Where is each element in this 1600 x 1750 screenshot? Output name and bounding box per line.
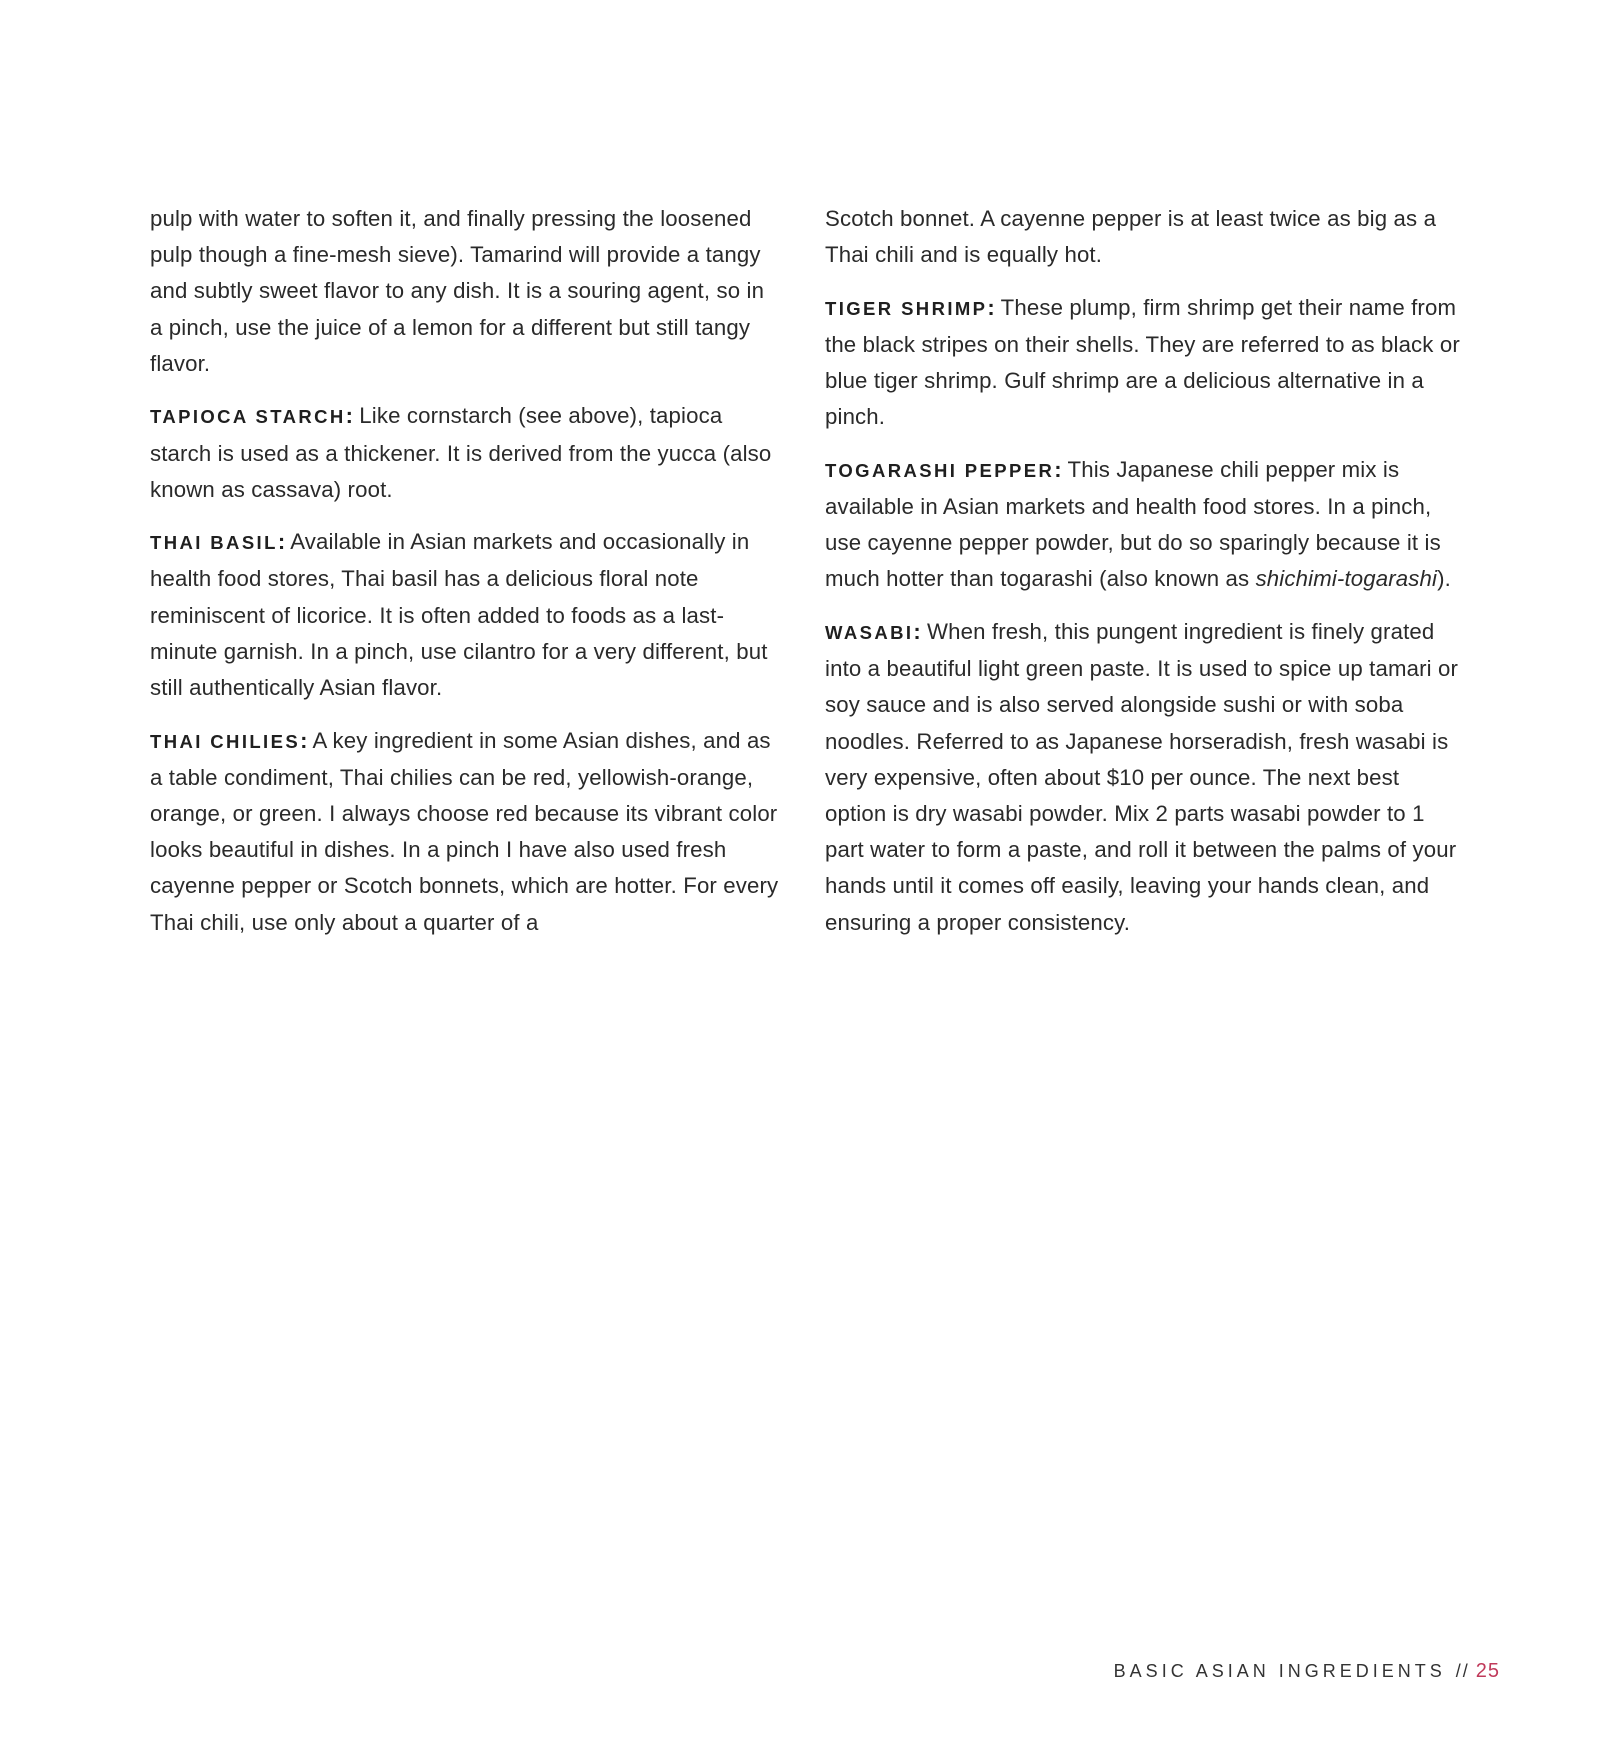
paragraph-text: pulp with water to soften it, and finally pressing the loosened pulp though a fine-mesh sieve). Tamarind will provide a tangy and subtly sweet flavor to any dish. It is a souring agent, so in a pinch, use the juice of a lemon for a different but still tangy flavor.	[150, 206, 765, 376]
page-number: 25	[1475, 1660, 1500, 1682]
right-column	[825, 201, 1460, 957]
entry-term: TIGER SHRIMP	[825, 297, 988, 319]
entry-term: TOGARASHI PEPPER	[825, 459, 1055, 481]
thai-chilies-continuation	[825, 201, 1460, 273]
entry-term: THAI BASIL	[150, 532, 278, 554]
glossary-entry-thai-basil	[150, 524, 780, 706]
entry-colon: :	[277, 529, 286, 555]
entry-text: Available in Asian markets and occasionally in health food stores, Thai basil has a delicious floral note reminiscent of licorice. It is often added to foods as a last-minute garnish. In a pinch, use cilantro for a very different, but still authentically Asian flavor.	[150, 529, 768, 701]
entry-term: WASABI	[825, 621, 914, 643]
entry-term: TAPIOCA STARCH	[150, 406, 346, 428]
entry-colon: :	[1054, 456, 1062, 482]
entry-text-end: ).	[1437, 566, 1451, 592]
entry-text: When fresh, this pungent ingredient is finely grated into a beautiful light green paste. It is used to spice up tamari or soy sauce and is also served alongside sushi or with soba noodles. Referred to as Japanese horseradish, fresh wasabi is very expensive, often about $10 per ounce. The next best option is dry wasabi powder. Mix 2 parts wasabi powder to 1 part water to form a paste, and roll it between the palms of your hands until it comes off easily, leaving your hands clean, and ensuring a proper consistency.	[825, 618, 1459, 935]
glossary-entry-wasabi	[825, 614, 1460, 941]
entry-text: Like cornstarch (see above), tapioca starch is used as a thickener. It is derived from the yucca (also known as cassava) root.	[150, 403, 772, 502]
entry-italic-term: shichimi-togarashi	[1255, 566, 1438, 592]
glossary-entry-thai-chilies	[150, 723, 780, 941]
footer-section-title: BASIC ASIAN INGREDIENTS	[1113, 1661, 1446, 1681]
entry-colon: :	[345, 403, 353, 429]
glossary-entry-tapioca-starch	[150, 398, 780, 508]
entry-colon: :	[300, 727, 308, 753]
left-column	[150, 201, 780, 957]
entry-text: This Japanese chili pepper mix is available in Asian markets and health food stores. In a pinch, use cayenne pepper powder, but do so sparingly because it is much hotter than togarashi (also known as	[825, 456, 1441, 592]
tamarind-continuation	[150, 201, 780, 382]
entry-text: These plump, firm shrimp get their name from the black stripes on their shells. They are referred to as black or blue tiger shrimp. Gulf shrimp are a delicious alternative in a pinch.	[825, 294, 1460, 430]
entry-term: THAI CHILIES	[150, 730, 301, 752]
glossary-entry-togarashi-pepper	[825, 452, 1460, 598]
footer-separator: //	[1455, 1661, 1470, 1681]
paragraph-text: Scotch bonnet. A cayenne pepper is at least twice as big as a Thai chili and is equally hot.	[825, 206, 1437, 268]
glossary-entry-tiger-shrimp	[825, 290, 1460, 436]
entry-text: A key ingredient in some Asian dishes, and as a table condiment, Thai chilies can be red, yellowish-orange, orange, or green. I always choose red because its vibrant color looks beautiful in dishes. In a pinch I have also used fresh cayenne pepper or Scotch bonnets, which are hotter. For every Thai chili, use only about a quarter of a	[150, 727, 779, 935]
running-footer	[1114, 1660, 1500, 1683]
entry-colon: :	[913, 618, 921, 644]
entry-colon: :	[987, 294, 995, 320]
